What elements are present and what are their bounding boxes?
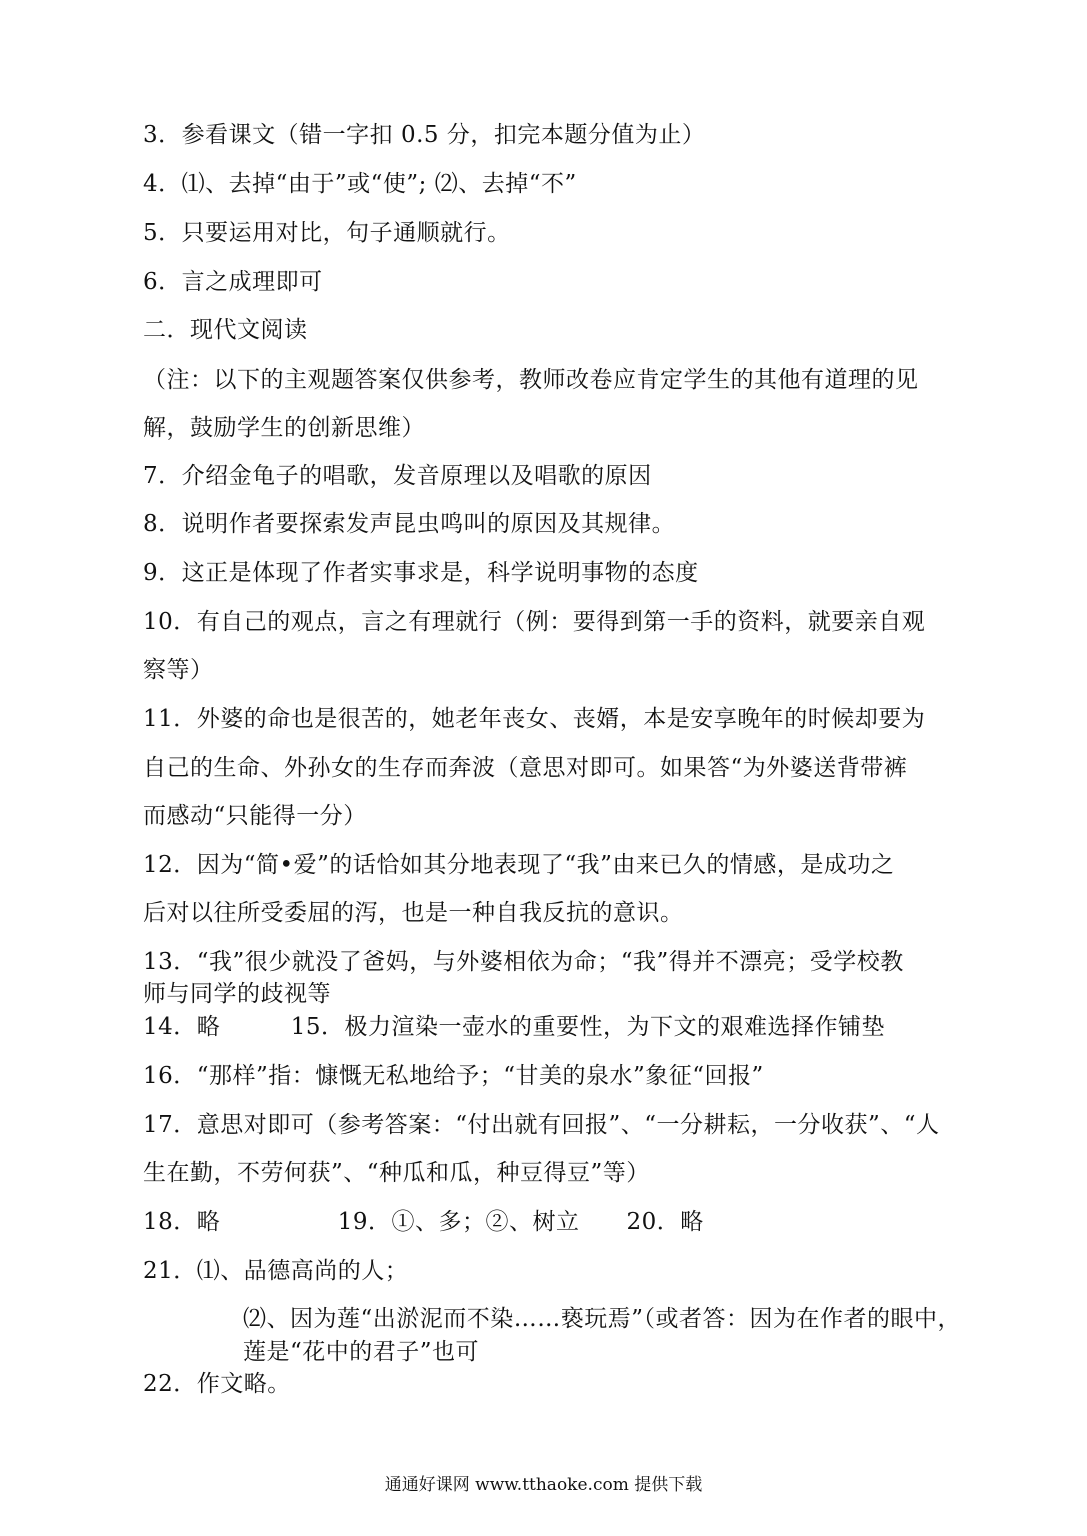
answer-8: 8．说明作者要探索发声昆虫鸣叫的原因及其规律。 [143, 511, 676, 537]
answer-10-line-2: 察等） [143, 657, 214, 683]
answer-14-15: 14．略 15．极力渲染一壶水的重要性，为下文的艰难选择作铺垫 [143, 1014, 886, 1040]
answer-9: 9．这正是体现了作者实事求是，科学说明事物的态度 [143, 560, 699, 586]
answer-22: 22．作文略。 [143, 1371, 291, 1397]
answer-21-line-2: ⑵、因为莲“出淤泥而不染……亵玩焉”（或者答：因为在作者的眼中， [243, 1306, 962, 1332]
answer-13-line-1: 13．“我”很少就没了爸妈，与外婆相依为命；“我”得并不漂亮；受学校教 [143, 949, 904, 975]
answer-21-line-1: 21．⑴、品德高尚的人； [143, 1258, 409, 1284]
note-line-1: （注：以下的主观题答案仅供参考，教师改卷应肯定学生的其他有道理的见 [143, 367, 919, 393]
answer-12-line-1: 12．因为“简•爱”的话恰如其分地表现了“我”由来已久的情感，是成功之 [143, 852, 895, 878]
page-footer: 通通好课网 www.tthaoke.com 提供下载 [384, 1475, 703, 1495]
answer-17-line-2: 生在勤，不劳何获”、“种瓜和瓜，种豆得豆”等） [143, 1160, 650, 1186]
answer-4: 4．⑴、去掉“由于”或“使”; ⑵、去掉“不” [143, 171, 577, 197]
answer-11-line-1: 11．外婆的命也是很苦的，她老年丧女、丧婿，本是安享晚年的时候却要为 [143, 706, 926, 732]
answer-16: 16．“那样”指：慷慨无私地给予；“甘美的泉水”象征“回报” [143, 1063, 764, 1089]
answer-17-line-1: 17．意思对即可（参考答案：“付出就有回报”、“一分耕耘，一分收获”、“人 [143, 1112, 940, 1138]
answer-11-line-3: 而感动“只能得一分） [143, 803, 367, 829]
answer-13-line-2: 师与同学的歧视等 [143, 981, 331, 1007]
answer-18-19-20: 18．略 19．①、多；②、树立 20．略 [143, 1209, 704, 1235]
answer-21-line-3: 莲是“花中的君子”也可 [243, 1339, 480, 1365]
answer-6: 6．言之成理即可 [143, 269, 323, 295]
answer-11-line-2: 自己的生命、外孙女的生存而奔波（意思对即可。如果答“为外婆送背带裤 [143, 755, 908, 781]
answer-7: 7．介绍金龟子的唱歌，发音原理以及唱歌的原因 [143, 463, 652, 489]
note-line-2: 解，鼓励学生的创新思维） [143, 415, 425, 441]
section-heading-modern-reading: 二．现代文阅读 [143, 317, 308, 343]
answer-10-line-1: 10．有自己的观点，言之有理就行（例：要得到第一手的资料，就要亲自观 [143, 609, 926, 635]
answer-3: 3．参看课文（错一字扣 0.5 分，扣完本题分值为止） [143, 122, 706, 148]
answer-5: 5．只要运用对比，句子通顺就行。 [143, 220, 511, 246]
answer-12-line-2: 后对以往所受委屈的泻，也是一种自我反抗的意识。 [143, 900, 684, 926]
